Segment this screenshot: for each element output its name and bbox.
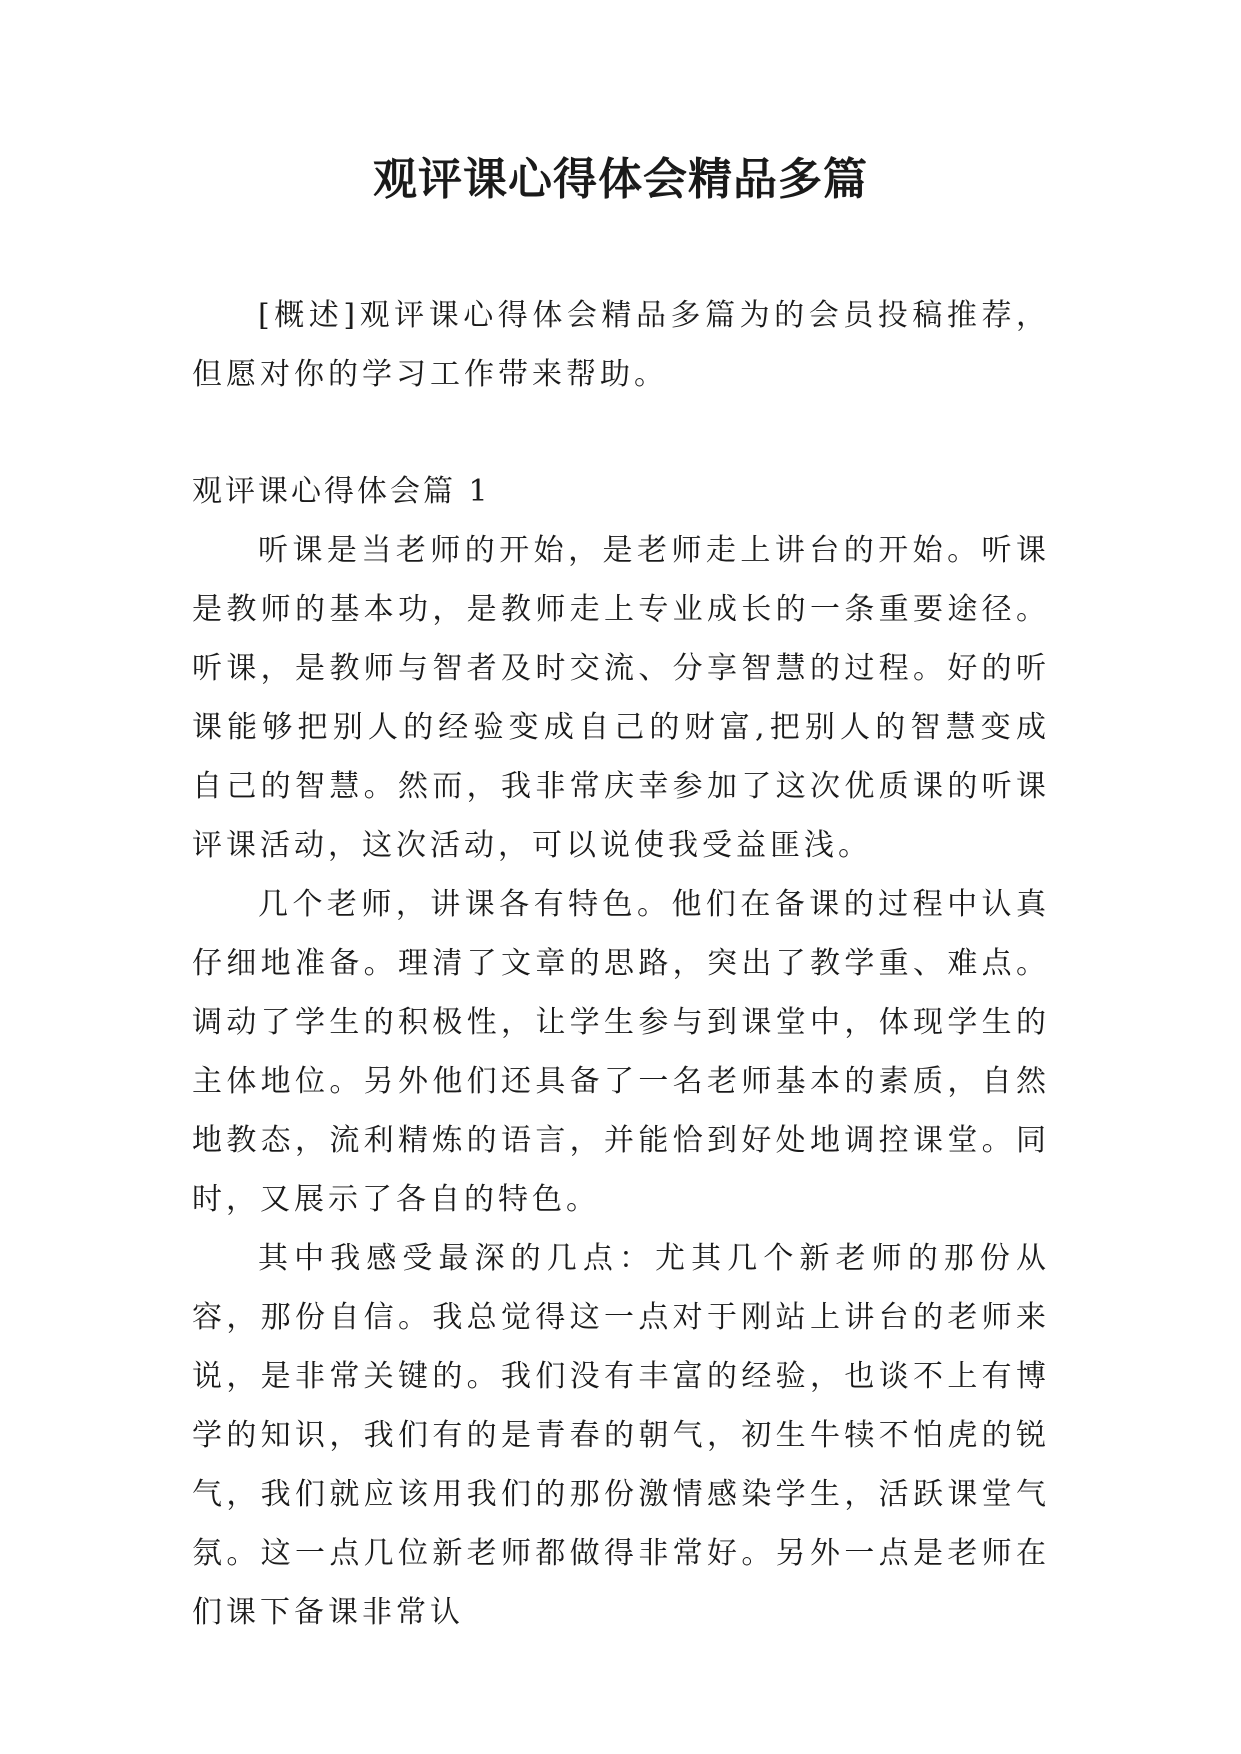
body-paragraph: 听课是当老师的开始，是老师走上讲台的开始。听课是教师的基本功，是教师走上专业成长的一条重要途径。听课，是教师与智者及时交流、分享智慧的过程。好的听课能够把别人的经验变成自己的财富,把别人的智慧变成自己的智慧。然而，我非常庆幸参加了这次优质课的听课评课活动，这次活动，可以说使我受益匪浅。 xyxy=(192,533,1050,863)
summary-block xyxy=(192,286,1050,404)
document-title: 观评课心得体会精品多篇 xyxy=(373,154,868,205)
body-paragraph: 几个老师，讲课各有特色。他们在备课的过程中认真仔细地准备。理清了文章的思路，突出了教学重、难点。调动了学生的积极性，让学生参与到课堂中，体现学生的主体地位。另外他们还具备了一名老师基本的素质，自然地教态，流利精炼的语言，并能恰到好处地调控课堂。同时，又展示了各自的特色。 xyxy=(192,887,1050,1217)
body-paragraph: 其中我感受最深的几点：尤其几个新老师的那份从容，那份自信。我总觉得这一点对于刚站上讲台的老师来说，是非常关键的。我们没有丰富的经验，也谈不上有博学的知识，我们有的是青春的朝气，初生牛犊不怕虎的锐气，我们就应该用我们的那份激情感染学生，活跃课堂气氛。这一点几位新老师都做得非常好。另外一点是老师在们课下备课非常认 xyxy=(192,1241,1050,1630)
section-heading: 观评课心得体会篇 1 xyxy=(192,474,491,509)
section-1 xyxy=(192,462,1050,1642)
summary-paragraph: [概述]观评课心得体会精品多篇为的会员投稿推荐，但愿对你的学习工作带来帮助。 xyxy=(192,298,1050,392)
